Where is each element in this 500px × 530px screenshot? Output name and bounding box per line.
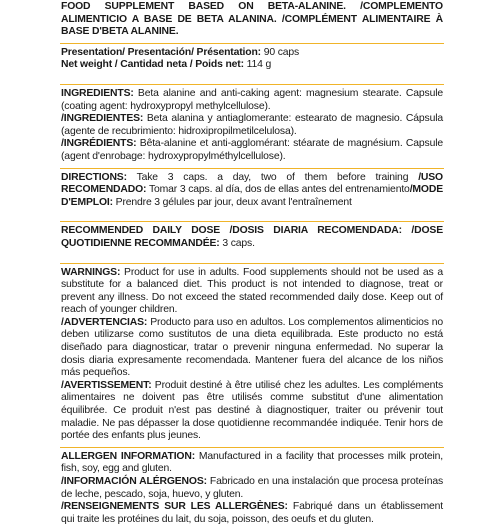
directions-en-label: DIRECTIONS: (61, 171, 127, 183)
ingredients-fr-text: Bêta-alanine et anti-agglomérant: stéarate de magnésium. Capsule (agent d'enrobage: hydroxypropylméthylcellulose). (61, 138, 443, 162)
allergens-fr-text: Fabriqué dans un établissement qui traite les protéines du lait, du soja, poisson, des oeufs et du gluten. (61, 501, 443, 525)
net-weight-line (61, 59, 443, 72)
warnings-section (60, 263, 444, 447)
ingredients-en (61, 88, 443, 113)
presentation-value: 90 caps (261, 46, 300, 58)
title-section (60, 0, 444, 43)
directions-es-text: Tomar 3 caps. al día, dos de ellas antes del entrenamiento (146, 184, 410, 196)
ingredients-es-label: /INGREDIENTES: (61, 113, 144, 125)
presentation-label: Presentation/ Presentación/ Présentation: (61, 46, 261, 58)
spacer (61, 251, 443, 259)
directions-text (61, 172, 443, 210)
directions-fr-text: Prendre 3 gélules par jour, deux avant l'entraînement (112, 196, 352, 208)
warnings-es-text: Producto para uso en adultos. Los complementos alimenticios no deben utilizarse como sustitutos de una dieta equilibrada. Este producto no está diseñado para diagnosticar, tratar o prevenir ninguna enfermedad. No superar la dosis diaria expresamente recomendada. Mantener fuera del alcance de los niños más pequeños. (61, 316, 443, 379)
ingredients-en-label: INGREDIENTS: (61, 87, 134, 99)
ingredients-es-text: Beta alanina y antiaglomerante: estearato de magnesio. Cápsula (agente de recubrimiento: hidroxipropilmetilcelulosa). (61, 113, 443, 137)
ingredients-es (61, 113, 443, 138)
allergens-fr-label: /RENSEIGNEMENTS SUR LES ALLERGÈNES: (61, 501, 288, 513)
directions-section (60, 168, 444, 222)
warnings-fr-text: Produit destiné à être utilisé chez les adultes. Les compléments alimentaires ne doivent pas être utilisés comme substitut d'une alimentation équilibrée. Ce produit n'est pas destiné à diagnostiquer, traiter ou prévenir tout maladie. Ne pas dépasser la dose quotidienne recommandée indiquée. Tenir hors de portée des enfants plus jeunes. (61, 379, 443, 442)
daily-dose-label: RECOMMENDED DAILY DOSE /DOSIS DIARIA RECOMENDADA: /DOSE QUOTIDIENNE RECOMMANDÉE: (61, 225, 443, 249)
warnings-es-label: /ADVERTENCIAS: (61, 316, 148, 328)
warnings-en-text: Product for use in adults. Food supplements should not be used as a substitute for a balanced diet. This product is not intended to diagnose, treat or prevent any illness. Do not exceed the stated recommended daily dose. Keep out of reach of younger children. (61, 266, 443, 316)
supplement-label (60, 0, 444, 530)
product-title: FOOD SUPPLEMENT BASED ON BETA-ALANINE. /COMPLEMENTO ALIMENTICIO A BASE DE BETA ALANINA. /COMPLÉMENT ALIMENTAIRE À BASE D'BETA ALANINE. (61, 1, 443, 38)
directions-fr-label: /MODE D'EMPLOI: (61, 184, 443, 208)
daily-dose-line (61, 225, 443, 250)
spacer (61, 72, 443, 80)
presentation-section (60, 43, 444, 84)
warnings-en (61, 267, 443, 317)
net-weight-value: 114 g (243, 59, 272, 71)
ingredients-en-text: Beta alanine and anti-caking agent: magnesium stearate. Capsule (coating agent: hydroxypropyl methylcellulose). (61, 87, 443, 112)
ingredients-section (60, 84, 444, 168)
directions-es-label: /USO RECOMENDADO: (61, 171, 443, 196)
spacer (61, 209, 443, 217)
presentation-line (61, 47, 443, 60)
warnings-fr (61, 380, 443, 443)
directions-en-text: Take 3 caps. a day, two of them before training (126, 171, 419, 183)
allergens-en-text: Manufactured in a facility that processes milk protein, fish, soy, egg and gluten. (61, 450, 443, 475)
allergens-es-text: Fabricado en una instalación que procesa proteínas de leche, pescado, soja, huevo, y gluten. (61, 476, 443, 500)
daily-dose-section (60, 221, 444, 262)
ingredients-fr-label: /INGRÉDIENTS: (61, 138, 137, 150)
warnings-en-label: WARNINGS: (61, 266, 121, 278)
allergens-fr (61, 501, 443, 526)
warnings-fr-label: /AVERTISSEMENT: (61, 379, 152, 391)
warnings-es (61, 317, 443, 380)
allergens-en (61, 451, 443, 476)
ingredients-fr (61, 138, 443, 163)
allergens-en-label: ALLERGEN INFORMATION: (61, 450, 196, 462)
allergens-es (61, 476, 443, 501)
net-weight-label: Net weight / Cantidad neta / Poids net: (61, 59, 244, 71)
allergens-section (60, 447, 444, 530)
allergens-es-label: /INFORMACIÓN ALÉRGENOS: (61, 476, 207, 487)
daily-dose-value: 3 caps. (219, 237, 255, 249)
